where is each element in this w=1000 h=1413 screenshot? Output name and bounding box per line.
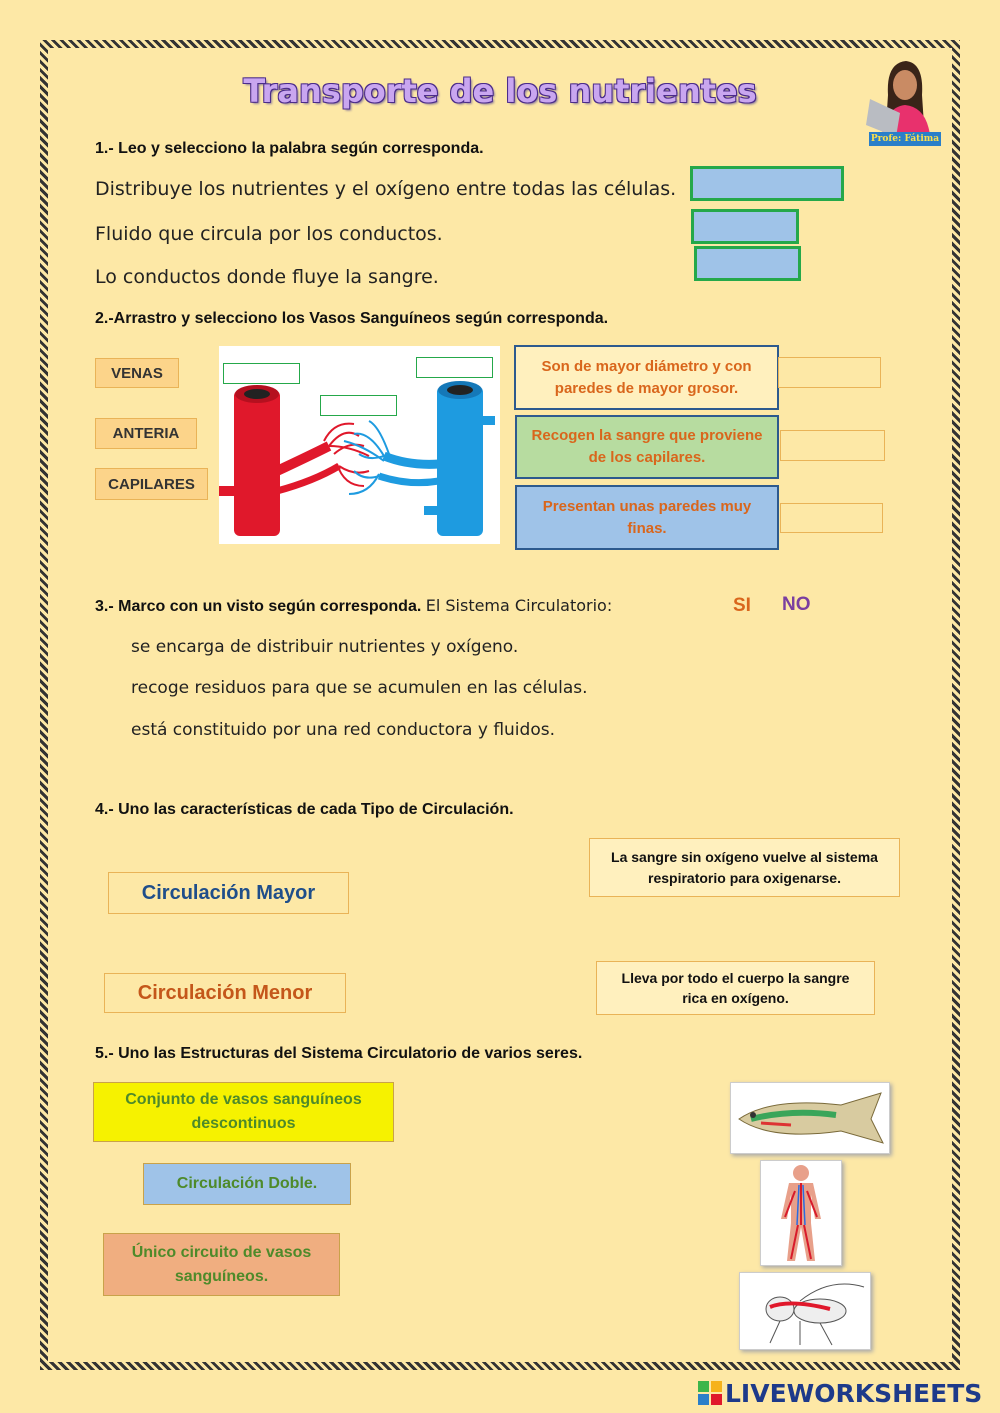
circulacion-mayor-box[interactable]: Circulación Mayor — [108, 872, 349, 914]
section4-heading: 4.- Uno las características de cada Tipo de Circulación. — [95, 801, 514, 818]
s4-description-1[interactable]: La sangre sin oxígeno vuelve al sistema respiratorio para oxigenarse. — [589, 838, 900, 897]
drag-label-anteria[interactable]: ANTERIA — [95, 418, 197, 449]
s3-item-3: está constituido por una red conductora y fluidos. — [131, 720, 555, 740]
s3-item-1: se encarga de distribuir nutrientes y oxígeno. — [131, 637, 519, 657]
insect-image[interactable] — [739, 1272, 871, 1350]
s3-si-checkbox-2[interactable] — [728, 676, 758, 702]
s1-item-3: Lo conductos donde fluye la sangre. — [95, 266, 439, 288]
s1-answer-select-3[interactable] — [694, 246, 801, 281]
fish-image[interactable] — [730, 1082, 890, 1154]
s1-item-1: Distribuye los nutrientes y el oxígeno entre todas las células. — [95, 178, 677, 200]
liveworksheets-logo-text: LIVEWORKSHEETS — [725, 1378, 983, 1408]
s2-description-1: Son de mayor diámetro y con paredes de mayor grosor. — [514, 345, 779, 410]
s3-heading-rest: El Sistema Circulatorio: — [425, 596, 613, 615]
s3-si-checkbox-1[interactable] — [728, 634, 758, 660]
insect-icon — [740, 1273, 870, 1349]
section2-heading: 2.-Arrastro y selecciono los Vasos Sanguíneos según corresponda. — [95, 310, 609, 327]
circulacion-menor-box[interactable]: Circulación Menor — [104, 973, 346, 1013]
section1-heading: 1.- Leo y selecciono la palabra según corresponda. — [95, 140, 484, 157]
section3-heading — [95, 596, 612, 616]
s5-structure-3[interactable]: Único circuito de vasos sanguíneos. — [103, 1233, 340, 1296]
s3-si-label: SI — [733, 595, 751, 616]
drag-label-venas[interactable]: VENAS — [95, 358, 179, 388]
section5-heading: 5.- Uno las Estructuras del Sistema Circulatorio de varios seres. — [95, 1045, 583, 1062]
s3-si-checkbox-3[interactable] — [728, 717, 758, 743]
human-circulatory-image[interactable] — [760, 1160, 842, 1266]
s2-description-2: Recogen la sangre que proviene de los capilares. — [515, 415, 779, 479]
diagram-drop-slot-2[interactable] — [320, 395, 397, 416]
s5-structure-1[interactable]: Conjunto de vasos sanguíneos descontinuos — [93, 1082, 394, 1142]
s2-answer-slot-3[interactable] — [780, 503, 883, 533]
diagram-drop-slot-1[interactable] — [223, 363, 300, 384]
s3-no-checkbox-1[interactable] — [782, 634, 812, 660]
teacher-badge: Profe: Fátima — [870, 134, 940, 144]
s4-description-2[interactable]: Lleva por todo el cuerpo la sangre rica en oxígeno. — [596, 961, 875, 1015]
s1-answer-select-1[interactable] — [690, 166, 844, 201]
s3-no-checkbox-3[interactable] — [782, 717, 812, 743]
s1-answer-select-2[interactable] — [691, 209, 799, 244]
s3-no-checkbox-2[interactable] — [782, 676, 812, 702]
s3-item-2: recoge residuos para que se acumulen en las células. — [131, 678, 588, 698]
s3-heading-bold: 3.- Marco con un visto según corresponda. — [95, 598, 422, 615]
human-body-icon — [761, 1161, 841, 1265]
s5-structure-2[interactable]: Circulación Doble. — [143, 1163, 351, 1205]
s1-item-2: Fluido que circula por los conductos. — [95, 223, 443, 245]
liveworksheets-logo-icon — [698, 1381, 722, 1405]
s2-answer-slot-1[interactable] — [778, 357, 881, 388]
s2-description-3: Presentan unas paredes muy finas. — [515, 485, 779, 550]
fish-icon — [731, 1083, 889, 1153]
drag-label-capilares[interactable]: CAPILARES — [95, 468, 208, 500]
s3-no-label: NO — [782, 594, 811, 615]
liveworksheets-logo — [698, 1377, 994, 1409]
diagram-drop-slot-3[interactable] — [416, 357, 493, 378]
page-title: Transporte de los nutrientes — [243, 72, 757, 110]
s2-answer-slot-2[interactable] — [780, 430, 885, 461]
